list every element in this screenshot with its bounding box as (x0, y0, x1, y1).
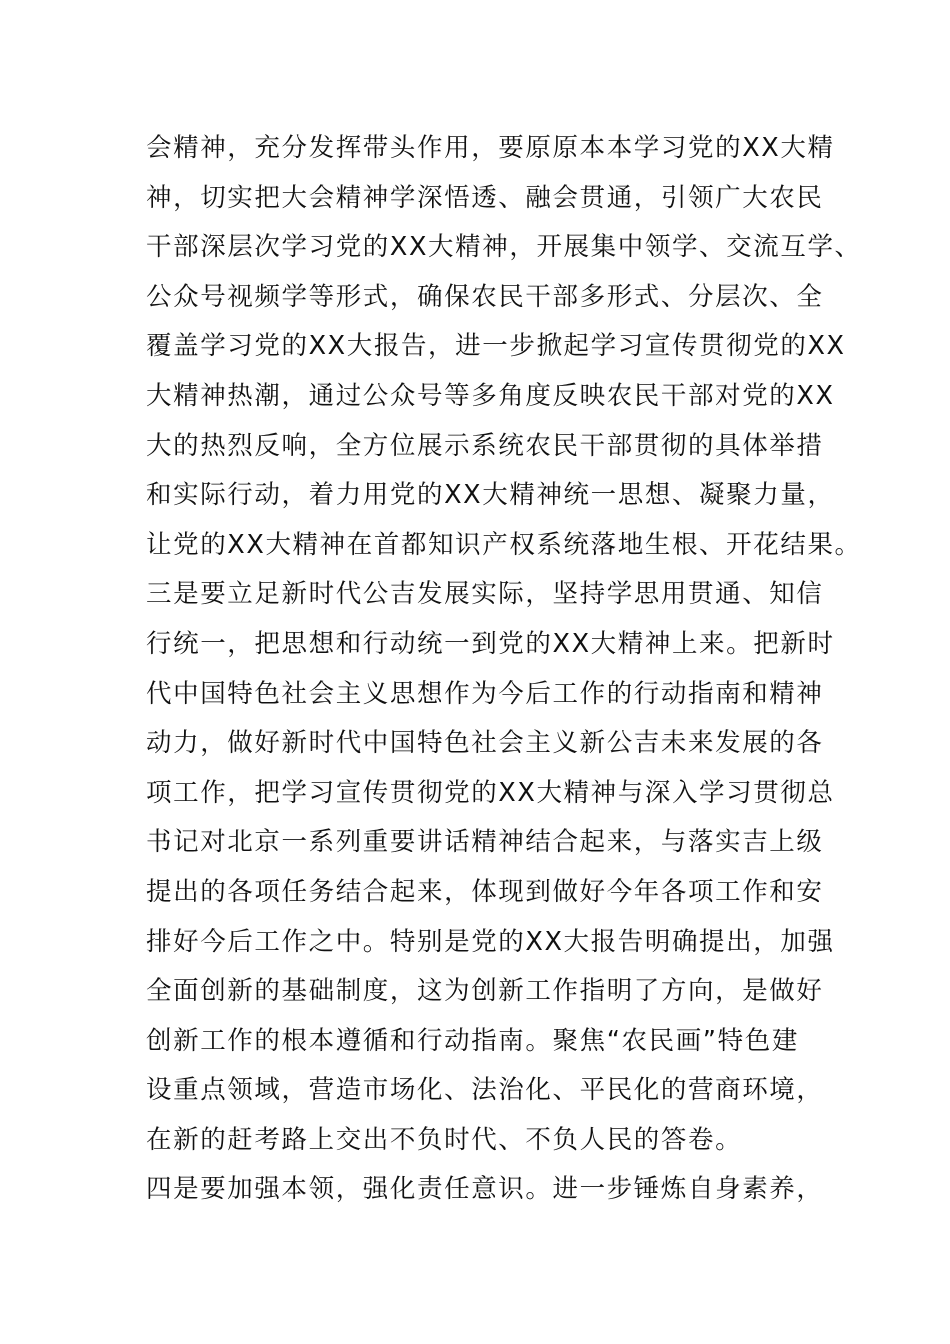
text-line: 大精神热潮，通过公众号等多角度反映农民干部对党的XX (146, 380, 835, 411)
text-line: 行统一，把思想和行动统一到党的XX大精神上来。把新时 (146, 628, 835, 659)
text-line: 和实际行动，着力用党的XX大精神统一思想、凝聚力量， (146, 480, 835, 511)
text-line: 覆盖学习党的XX大报告，进一步掀起学习宣传贯彻党的XX (146, 331, 846, 362)
text-line: 书记对北京一系列重要讲话精神结合起来，与落实吉上级 (146, 827, 824, 858)
text-line: 设重点领域，营造市场化、法治化、平民化的营商环境， (146, 1075, 824, 1106)
text-line: 四是要加强本领，强化责任意识。进一步锤炼自身素养， (146, 1174, 824, 1205)
text-line: 三是要立足新时代公吉发展实际，坚持学思用贯通、知信 (146, 579, 824, 610)
text-line: 大的热烈反响，全方位展示系统农民干部贯彻的具体举措 (146, 430, 824, 461)
text-line: 排好今后工作之中。特别是党的XX大报告明确提出，加强 (146, 926, 835, 957)
text-line: 项工作，把学习宣传贯彻党的XX大精神与深入学习贯彻总 (146, 777, 835, 808)
text-line: 神，切实把大会精神学深悟透、融会贯通，引领广大农民 (146, 182, 824, 213)
body-text (146, 124, 862, 1215)
text-line: 提出的各项任务结合起来，体现到做好今年各项工作和安 (146, 876, 824, 907)
text-line: 会精神，充分发挥带头作用，要原原本本学习党的XX大精 (146, 133, 835, 163)
text-line: 全面创新的基础制度，这为创新工作指明了方向，是做好 (146, 976, 824, 1007)
text-line: 代中国特色社会主义思想作为今后工作的行动指南和精神 (146, 678, 824, 709)
text-line: 创新工作的根本遵循和行动指南。聚焦“农民画”特色建 (146, 1025, 799, 1056)
text-line: 让党的XX大精神在首都知识产权系统落地生根、开花结果。 (146, 529, 862, 560)
text-line: 干部深层次学习党的XX大精神，开展集中领学、交流互学、 (146, 232, 862, 263)
text-line: 公众号视频学等形式，确保农民干部多形式、分层次、全 (146, 281, 824, 312)
text-line: 在新的赶考路上交出不负时代、不负人民的答卷。 (146, 1124, 743, 1155)
text-line: 动力，做好新时代中国特色社会主义新公吉未来发展的各 (146, 728, 824, 759)
